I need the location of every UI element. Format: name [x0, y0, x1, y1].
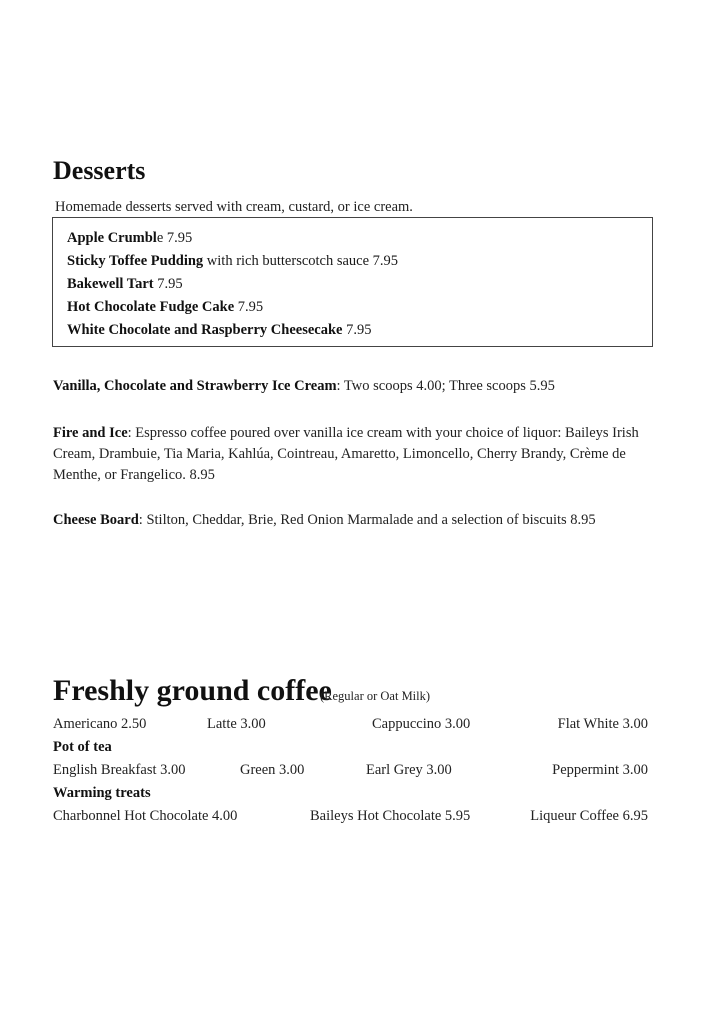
coffee-item: Flat White 3.00 [557, 716, 648, 732]
dessert-item: Hot Chocolate Fudge Cake 7.95 [67, 299, 264, 315]
tea-item: Green 3.00 [240, 762, 305, 778]
tea-item: English Breakfast 3.00 [53, 762, 186, 778]
dessert-item: Bakewell Tart 7.95 [67, 276, 183, 292]
treat-item: Liqueur Coffee 6.95 [530, 808, 648, 824]
desserts-heading: Desserts [53, 156, 146, 185]
coffee-item: Americano 2.50 [53, 716, 147, 732]
treat-item: Baileys Hot Chocolate 5.95 [310, 808, 471, 824]
tea-heading: Pot of tea [53, 739, 112, 755]
fire-and-ice-item: Fire and Ice: Espresso coffee poured over vanilla ice cream with your choice of liquor: Baileys Irish Cream, Drambuie, Tia Maria, Kahlúa, Cointreau, Amaretto, Limoncello, Cherry Brandy, Crème de Menthe, or Frangelico. 8.95 [53, 425, 639, 483]
dessert-item: Apple Crumble 7.95 [67, 230, 193, 246]
cheese-board-item: Cheese Board: Stilton, Cheddar, Brie, Red Onion Marmalade and a selection of biscuits 8.95 [53, 512, 596, 528]
treat-item: Charbonnel Hot Chocolate 4.00 [53, 808, 238, 824]
desserts-intro: Homemade desserts served with cream, custard, or ice cream. [55, 199, 413, 215]
coffee-item: Cappuccino 3.00 [372, 716, 471, 732]
tea-item: Peppermint 3.00 [552, 762, 648, 778]
ice-cream-item: Vanilla, Chocolate and Strawberry Ice Cream: Two scoops 4.00; Three scoops 5.95 [53, 378, 555, 394]
desserts-list-box [52, 217, 653, 347]
coffee-item: Latte 3.00 [207, 716, 266, 732]
warming-treats-heading: Warming treats [53, 785, 151, 801]
coffee-milk-note: (Regular or Oat Milk) [320, 689, 431, 703]
coffee-heading: Freshly ground coffee [53, 674, 332, 707]
tea-item: Earl Grey 3.00 [366, 762, 452, 778]
dessert-item: White Chocolate and Raspberry Cheesecake 7.95 [67, 322, 372, 338]
dessert-item: Sticky Toffee Pudding with rich butterscotch sauce 7.95 [67, 253, 399, 269]
